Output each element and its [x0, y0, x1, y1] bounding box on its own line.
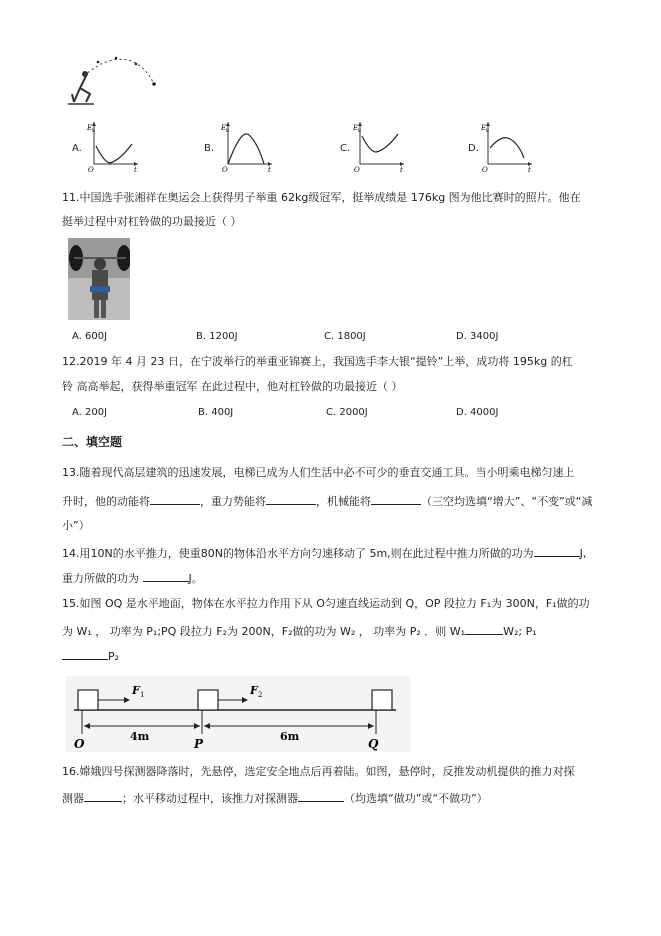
q14-text-c: 重力所做的功为	[62, 572, 143, 585]
q13-blank-2[interactable]	[266, 493, 316, 505]
graph-a	[86, 118, 142, 172]
q15-line3	[62, 648, 119, 664]
q15-figure	[66, 676, 411, 752]
q13-text-c: ，机械能将	[316, 495, 371, 508]
q13-blank-1[interactable]	[150, 493, 200, 505]
q16-blank-1[interactable]	[84, 790, 122, 802]
axis-y-sub-a: k	[92, 128, 96, 134]
axis-y-label-a: E	[87, 124, 93, 132]
q16-blank-2[interactable]	[298, 790, 344, 802]
axis-x-label-c: t	[400, 166, 403, 172]
q14-blank-2[interactable]	[143, 570, 189, 582]
q12-option-a: A. 200J	[72, 407, 108, 418]
point-o-label: O	[74, 737, 85, 751]
q14-text-a: 14.用10N的水平推力，使重80N的物体沿水平方向匀速移动了 5m,则在此过程中推力所做的功为	[62, 547, 534, 560]
q13-text-b: ，重力势能将	[200, 495, 266, 508]
q12-option-d: D. 4000J	[456, 407, 499, 418]
q13-line2	[62, 493, 593, 509]
force-f1-sub: 1	[140, 691, 145, 699]
q16-text-c: （均选填“做功”或“不做功”）	[344, 792, 488, 805]
q12-option-b: B. 400J	[198, 407, 234, 418]
q13-line1: 13.随着现代高层建筑的迅速发展，电梯已成为人们生活中必不可少的垂直交通工具。当小明乘电梯匀速上	[62, 466, 575, 479]
graph-label-b: B.	[204, 143, 215, 154]
origin-label-a: O	[88, 166, 94, 172]
axis-y-label-d: E	[481, 124, 487, 132]
q16-line2	[62, 790, 488, 806]
q11-line1: 11.中国选手张湘祥在奥运会上获得男子举重 62kg级冠军，挺举成绩是 176kg 图为他比赛时的照片。他在	[62, 191, 581, 204]
q13-text-a: 升时，他的动能将	[62, 495, 150, 508]
q14-line2	[62, 570, 203, 586]
throw-illustration	[66, 54, 166, 114]
graph-label-c: C.	[340, 143, 351, 154]
q11-option-a: A. 600J	[72, 331, 108, 342]
axis-y-sub-b: k	[226, 128, 230, 134]
axis-y-label-b: E	[221, 124, 227, 132]
q16-line1: 16.嫦娥四号探测器降落时，先悬停，选定安全地点后再着陆。如图，悬停时，反推发动机提供的推力对探	[62, 765, 575, 778]
graph-label-d: D.	[468, 143, 479, 154]
graph-d	[480, 118, 536, 172]
q14-line1	[62, 545, 586, 561]
q13-blank-3[interactable]	[371, 493, 421, 505]
q14-blank-1[interactable]	[534, 545, 580, 557]
graph-label-a: A.	[72, 143, 82, 154]
distance-pq-label: 6m	[280, 730, 300, 743]
q11-option-c: C. 1800J	[324, 331, 366, 342]
distance-op-label: 4m	[130, 730, 150, 743]
point-q-label: Q	[368, 737, 379, 751]
axis-y-label-c: E	[353, 124, 359, 132]
q14-text-b: J,	[579, 547, 587, 560]
axis-x-label-d: t	[528, 166, 531, 172]
q15-text-a: 为 W₁ ， 功率为 P₁;PQ 段拉力 F₂为 200N，F₂做的功为 W₂ ， 功率为 P₂ ．则 W₁	[62, 625, 466, 638]
q15-line1: 15.如图 OQ 是水平地面，物体在水平拉力作用下从 O匀速直线运动到 Q，OP 段拉力 F₁为 300N，F₁做的功	[62, 597, 590, 610]
origin-label-b: O	[222, 166, 228, 172]
graph-c	[352, 118, 408, 172]
q12-line2: 铃 高高举起，获得举重冠军 在此过程中，他对杠铃做的功最接近（ ）	[62, 380, 403, 393]
graph-b	[220, 118, 276, 172]
q15-line2	[62, 623, 537, 639]
q13-line3: 小”）	[62, 519, 90, 532]
origin-label-c: O	[354, 166, 360, 172]
weightlifter-photo	[68, 238, 130, 320]
force-f2-sub: 2	[258, 691, 263, 699]
q15-text-c: P₂	[108, 650, 120, 663]
force-f2-label: F	[250, 684, 258, 697]
origin-label-d: O	[482, 166, 488, 172]
q15-text-b: W₂; P₁	[503, 625, 537, 638]
section-title: 二、填空题	[62, 435, 123, 449]
q11-option-d: D. 3400J	[456, 331, 499, 342]
axis-x-label-b: t	[268, 166, 271, 172]
axis-x-label-a: t	[134, 166, 137, 172]
q13-text-d: （三空均选填“增大”、“不变”或“减	[421, 495, 593, 508]
force-f1-label: F	[132, 684, 140, 697]
point-p-label: P	[194, 737, 204, 751]
q15-blank-2[interactable]	[62, 648, 108, 660]
axis-y-sub-d: k	[486, 128, 490, 134]
q16-text-b: ；水平移动过程中，该推力对探测器	[122, 792, 298, 805]
q12-line1: 12.2019 年 4 月 23 日，在宁波举行的举重亚锦赛上，我国选手李大银“提铃”上举，成功将 195kg 的杠	[62, 355, 573, 368]
axis-y-sub-c: k	[358, 128, 362, 134]
q11-line2: 挺举过程中对杠铃做的功最接近（ ）	[62, 215, 242, 228]
q16-text-a: 测器	[62, 792, 84, 805]
q14-text-d: J。	[188, 572, 203, 585]
q11-option-b: B. 1200J	[196, 331, 238, 342]
q12-option-c: C. 2000J	[326, 407, 368, 418]
q15-blank-1[interactable]	[465, 623, 503, 635]
